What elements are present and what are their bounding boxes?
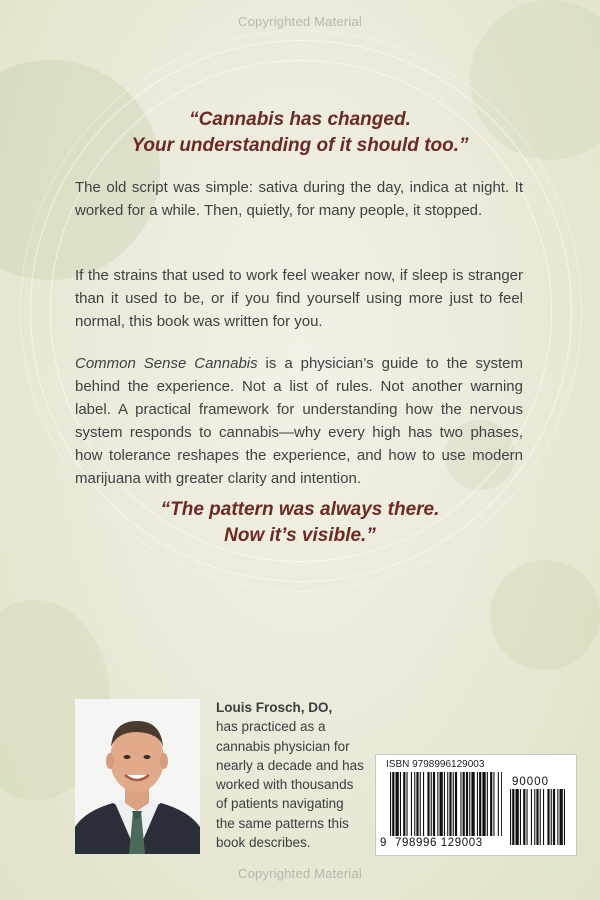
barcode-bar	[420, 772, 421, 836]
barcode-bar	[553, 789, 555, 845]
book-description-text: is a physician’s guide to the system behind the experience. Not a list of rules. Not another warning label. A practical framework for understanding how the nervous system responds to cannabis—why every high has two phases, how tolerance reshapes the experience, and how to use modern marijuana with greater clarity and intention.	[75, 355, 523, 487]
barcode-bar	[547, 789, 549, 845]
barcode-bar	[447, 772, 448, 836]
closing-quote-line1: “The pattern was always there.	[160, 499, 440, 520]
barcode-bar	[477, 772, 478, 836]
barcode-bar	[392, 772, 394, 836]
barcode-bar	[520, 789, 521, 845]
barcode-bar	[460, 772, 461, 836]
barcode-bar	[427, 772, 429, 836]
book-title: Common Sense Cannabis	[75, 355, 258, 372]
barcode-bar	[564, 789, 565, 845]
barcode-bar	[531, 789, 532, 845]
copyright-watermark-top: Copyrighted Material	[238, 14, 362, 29]
main-barcode-bars	[390, 772, 502, 836]
barcode-bar	[407, 772, 408, 836]
barcode-digits: 798996 129003	[395, 837, 483, 849]
copyright-watermark-bottom: Copyrighted Material	[238, 866, 362, 881]
author-portrait-illustration	[75, 699, 200, 854]
barcode-bar	[411, 772, 412, 836]
barcode-bar	[501, 772, 502, 836]
barcode-bar	[543, 789, 544, 845]
barcode-bar	[510, 789, 511, 845]
barcode-bar	[540, 789, 541, 845]
background-blob	[490, 560, 600, 670]
barcode-bar	[487, 772, 488, 836]
opening-quote	[40, 107, 560, 159]
opening-quote-line2: Your understanding of it should too.”	[131, 135, 469, 156]
paragraph-strains: If the strains that used to work feel weaker now, if sleep is stranger than it used to be, or if you find yourself using more just to feel normal, this book was written for you.	[75, 267, 523, 330]
barcode-bar	[479, 772, 481, 836]
barcode-bar	[512, 789, 514, 845]
barcode-bar	[516, 789, 519, 845]
author-photo	[75, 699, 200, 854]
barcode-bar	[493, 772, 494, 836]
barcode-bar	[523, 789, 525, 845]
barcode-bar	[390, 772, 391, 836]
barcode-bar	[534, 789, 535, 845]
barcode-bar	[416, 772, 418, 836]
barcode-bar	[482, 772, 485, 836]
barcode-bar	[423, 772, 424, 836]
barcode-bar	[551, 789, 552, 845]
barcode-bar	[396, 772, 399, 836]
barcode-bar	[455, 772, 457, 836]
opening-quote-line1: “Cannabis has changed.	[189, 109, 411, 130]
closing-quote-line2: Now it’s visible.”	[224, 525, 376, 546]
barcode-bar	[433, 772, 435, 836]
author-name: Louis Frosch, DO,	[216, 700, 333, 715]
closing-quote	[40, 497, 560, 549]
barcode-bar	[471, 772, 474, 836]
barcode-bar	[437, 772, 438, 836]
author-bio	[216, 698, 364, 852]
barcode-bar	[449, 772, 451, 836]
barcode-bar	[498, 772, 499, 836]
barcode-bar	[527, 789, 528, 845]
isbn-label: ISBN 9798996129003	[386, 759, 485, 770]
barcode-bar	[403, 772, 405, 836]
author-bio-text: has practiced as a cannabis physician for nearly a decade and has worked with thousands of patients navigating the same patterns this book describes.	[216, 719, 364, 851]
barcode-bar	[414, 772, 415, 836]
isbn-barcode	[375, 754, 577, 856]
barcode-bar	[469, 772, 470, 836]
barcode-bar	[400, 772, 401, 836]
barcode-bar	[466, 772, 468, 836]
barcode-bar	[490, 772, 492, 836]
barcode-bar	[557, 789, 558, 845]
barcode-bar	[440, 772, 443, 836]
paragraph-old-script: The old script was simple: sativa during the day, indica at night. It worked for a while. Then, quietly, for many people, it stopped.	[75, 179, 523, 219]
paragraph-book-description	[75, 352, 523, 490]
barcode-bar	[453, 772, 454, 836]
barcode-bar	[444, 772, 445, 836]
barcode-bar	[560, 789, 563, 845]
barcode-bar	[536, 789, 538, 845]
barcode-bar	[431, 772, 432, 836]
barcode-bar	[463, 772, 465, 836]
price-code: 90000	[512, 776, 549, 788]
addon-barcode-bars	[510, 789, 565, 845]
barcode-lead-digit: 9	[380, 837, 387, 849]
